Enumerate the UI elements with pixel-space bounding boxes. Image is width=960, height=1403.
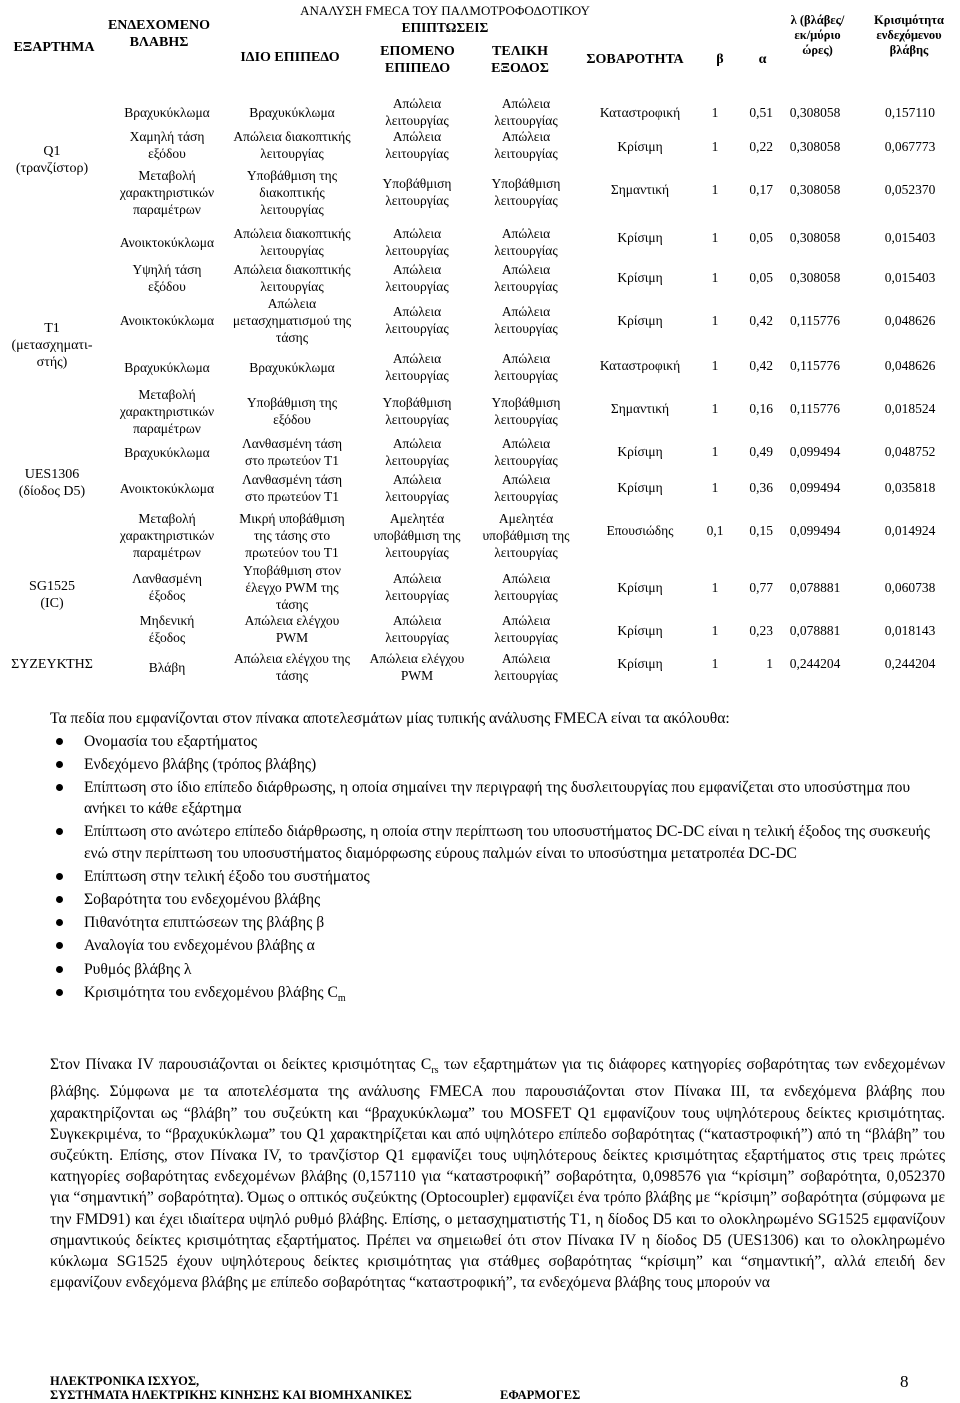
lambda-cell: 0,308058: [789, 270, 841, 285]
lambda-cell: 0,115776: [789, 358, 841, 373]
failure-mode-cell: Βραχυκύκλωμα: [124, 444, 210, 460]
fields-list: [50, 731, 945, 1010]
failure-mode-cell: Βραχυκύκλωμα: [124, 104, 210, 120]
alpha-cell: 0,16: [749, 401, 773, 416]
list-item-text: Ρυθμός βλάβης λ: [84, 960, 192, 978]
list-item: [50, 821, 945, 864]
alpha-cell: 0,77: [749, 580, 773, 595]
next-level-effect-cell: Απώλεια λειτουργίας: [385, 571, 449, 603]
alpha-cell: 1: [766, 656, 773, 671]
final-output-effect-cell: Απώλεια λειτουργίας: [494, 304, 558, 336]
failure-mode-cell: Μεταβολή χαρακτηριστικών παραμέτρων: [119, 510, 215, 560]
footer-line-2: ΣΥΣΤΗΜΑΤΑ ΗΛΕΚΤΡΙΚΗΣ ΚΙΝΗΣΗΣ ΚΑΙ ΒΙΟΜΗΧΑΝΙΚΕΣ: [50, 1388, 412, 1402]
beta-cell: 1: [711, 313, 719, 328]
same-level-effect-cell: Λανθασμένη τάση στο πρωτεύον Τ1: [241, 436, 343, 468]
bullet-icon: [56, 942, 63, 949]
beta-cell: 1: [711, 230, 719, 245]
list-item-text: Επίπτωση στην τελική έξοδο του συστήματος: [84, 868, 370, 886]
component-t1: T1 (μετασχηματι- στής): [11, 320, 93, 370]
criticality-cell: 0,244204: [884, 656, 936, 671]
bullet-icon: [56, 896, 63, 903]
severity-cell: Κρίσιμη: [617, 580, 663, 595]
criticality-cell: 0,035818: [884, 480, 936, 495]
list-item-text: Επίπτωση στο ίδιο επίπεδο διάρθρωσης, η οποία σημαίνει την περιγραφή της δυσλειτουργίας που εμφανίζεται στο υποσύστημα που ανήκει το κάθε εξάρτημα: [84, 778, 911, 818]
component-ues1306: UES1306 (δίοδος D5): [18, 466, 86, 499]
list-item: [50, 866, 945, 888]
list-item: [50, 982, 945, 1010]
same-level-effect-cell: Λανθασμένη τάση στο πρωτεύον Τ1: [241, 472, 343, 504]
same-level-effect-cell: Βραχυκύκλωμα: [249, 104, 335, 120]
severity-cell: Καταστροφική: [599, 105, 681, 120]
beta-cell: 1: [711, 580, 719, 595]
list-item-text: Σοβαρότητα του ενδεχομένου βλάβης: [84, 891, 321, 909]
final-output-effect-cell: Απώλεια λειτουργίας: [494, 96, 558, 128]
beta-cell: 1: [711, 139, 719, 154]
list-item: [50, 754, 945, 776]
lambda-cell: 0,099494: [789, 480, 841, 495]
criticality-cell: 0,048626: [884, 313, 936, 328]
header-lambda: λ (βλάβες/ εκ/μύριο ώρες): [790, 13, 845, 57]
alpha-cell: 0,36: [749, 480, 773, 495]
final-output-effect-cell: Απώλεια λειτουργίας: [494, 651, 558, 683]
fields-intro: Τα πεδία που εμφανίζονται στον πίνακα αποτελεσμάτων μίας τυπικής ανάλυσης FMECA είναι τα ακόλουθα:: [50, 710, 730, 727]
final-output-effect-cell: Απώλεια λειτουργίας: [494, 613, 558, 645]
bullet-icon: [56, 761, 63, 768]
header-next-level: ΕΠΟΜΕΝΟ ΕΠΙΠΕΔΟ: [380, 43, 455, 76]
failure-mode-cell: Μηδενική έξοδος: [139, 613, 195, 645]
next-level-effect-cell: Απώλεια λειτουργίας: [385, 436, 449, 468]
same-level-effect-cell: Υποβάθμιση στον έλεγχο PWM της τάσης: [243, 562, 341, 612]
component-sg1525: SG1525 (IC): [29, 579, 75, 611]
alpha-cell: 0,49: [749, 444, 773, 459]
failure-mode-cell: Βραχυκύκλωμα: [124, 359, 210, 375]
list-item: [50, 959, 945, 981]
same-level-effect-cell: Μικρή υποβάθμιση της τάσης στο πρωτεύον του Τ1: [239, 510, 345, 560]
alpha-cell: 0,05: [749, 230, 773, 245]
final-output-effect-cell: Απώλεια λειτουργίας: [494, 436, 558, 468]
header-analysis-title: ΑΝΑΛΥΣΗ FMECA ΤΟΥ ΠΑΛΜΟΤΡΟΦΟΔΟΤΙΚΟΥ: [300, 3, 590, 18]
component-coupler: ΣΥΖΕΥΚΤΗΣ: [11, 656, 93, 672]
list-item: [50, 731, 945, 753]
same-level-effect-cell: Απώλεια ελέγχου της τάσης: [234, 651, 350, 683]
next-level-effect-cell: Υποβάθμιση λειτουργίας: [382, 176, 452, 208]
criticality-cell: 0,018143: [884, 623, 936, 638]
header-severity: ΣΟΒΑΡΟΤΗΤΑ: [586, 52, 684, 67]
bullet-icon: [56, 873, 63, 880]
list-item-text: Κρισιμότητα του ενδεχομένου βλάβης C: [84, 983, 338, 1001]
alpha-cell: 0,05: [749, 270, 773, 285]
severity-cell: Σημαντική: [610, 182, 670, 197]
next-level-effect-cell: Απώλεια λειτουργίας: [385, 129, 449, 161]
beta-cell: 1: [711, 623, 719, 638]
bullet-icon: [56, 989, 63, 996]
beta-cell: 1: [711, 182, 719, 197]
next-level-effect-cell: Απώλεια λειτουργίας: [385, 472, 449, 504]
beta-cell: 1: [711, 480, 719, 495]
same-level-effect-cell: Απώλεια διακοπτικής λειτουργίας: [233, 129, 351, 161]
page-footer: [0, 1360, 960, 1400]
next-level-effect-cell: Απώλεια λειτουργίας: [385, 351, 449, 383]
severity-cell: Κρίσιμη: [617, 139, 663, 154]
alpha-cell: 0,23: [749, 623, 773, 638]
failure-mode-cell: Μεταβολή χαρακτηριστικών παραμέτρων: [119, 386, 215, 436]
header-component: ΕΞΑΡΤΗΜΑ: [13, 40, 95, 55]
alpha-cell: 0,42: [749, 313, 773, 328]
alpha-cell: 0,17: [749, 182, 773, 197]
next-level-effect-cell: Απώλεια λειτουργίας: [385, 226, 449, 258]
beta-cell: 1: [711, 358, 719, 373]
same-level-effect-cell: Βραχυκύκλωμα: [249, 359, 335, 375]
same-level-effect-cell: Υποβάθμιση της διακοπτικής λειτουργίας: [246, 167, 338, 217]
final-output-effect-cell: Απώλεια λειτουργίας: [494, 571, 558, 603]
final-output-effect-cell: Απώλεια λειτουργίας: [494, 226, 558, 258]
list-item: [50, 777, 945, 820]
final-output-effect-cell: Αμελητέα υποβάθμιση της λειτουργίας: [482, 510, 570, 560]
bullet-icon: [56, 784, 63, 791]
alpha-cell: 0,22: [749, 139, 773, 154]
lambda-cell: 0,115776: [789, 401, 841, 416]
failure-mode-cell: Υψηλή τάση εξόδου: [132, 262, 202, 294]
lambda-cell: 0,308058: [789, 139, 841, 154]
criticality-cell: 0,018524: [884, 401, 936, 416]
final-output-effect-cell: Απώλεια λειτουργίας: [494, 262, 558, 294]
final-output-effect-cell: Απώλεια λειτουργίας: [494, 351, 558, 383]
bullet-icon: [56, 828, 63, 835]
component-q1: Q1 (τρανζίστορ): [15, 144, 89, 176]
alpha-cell: 0,51: [749, 105, 773, 120]
header-final-output: ΤΕΛΙΚΗ ΕΞΟΔΟΣ: [491, 43, 549, 76]
severity-cell: Κρίσιμη: [617, 623, 663, 638]
next-level-effect-cell: Υποβάθμιση λειτουργίας: [382, 395, 452, 427]
bullet-icon: [56, 738, 63, 745]
severity-cell: Κρίσιμη: [617, 230, 663, 245]
lambda-cell: 0,078881: [789, 580, 841, 595]
final-output-effect-cell: Υποβάθμιση λειτουργίας: [491, 176, 561, 208]
same-level-effect-cell: Υποβάθμιση της εξόδου: [246, 395, 338, 427]
final-output-effect-cell: Απώλεια λειτουργίας: [494, 472, 558, 504]
final-output-effect-cell: Υποβάθμιση λειτουργίας: [491, 395, 561, 427]
next-level-effect-cell: Απώλεια λειτουργίας: [385, 613, 449, 645]
failure-mode-cell: Λανθασμένη έξοδος: [132, 571, 202, 603]
fmeca-table: [0, 0, 960, 700]
header-failure-mode: ΕΝΔΕΧΟΜΕΝΟ ΒΛΑΒΗΣ: [107, 17, 211, 50]
list-item-text: Ονομασία του εξαρτήματος: [84, 732, 258, 750]
beta-cell: 1: [711, 444, 719, 459]
beta-cell: 1: [711, 105, 719, 120]
failure-mode-cell: Ανοικτοκύκλωμα: [119, 234, 215, 250]
failure-mode-cell: Μεταβολή χαρακτηριστικών παραμέτρων: [119, 167, 215, 217]
failure-mode-cell: Χαμηλή τάση εξόδου: [129, 129, 205, 161]
next-level-effect-cell: Απώλεια λειτουργίας: [385, 262, 449, 294]
lambda-cell: 0,078881: [789, 623, 841, 638]
beta-cell: 0,1: [706, 523, 724, 538]
next-level-effect-cell: Απώλεια λειτουργίας: [385, 304, 449, 336]
final-output-effect-cell: Απώλεια λειτουργίας: [494, 129, 558, 161]
criticality-cell: 0,014924: [884, 523, 936, 538]
footer-left: [50, 1374, 412, 1402]
header-same-level: ΙΔΙΟ ΕΠΙΠΕΔΟ: [240, 50, 340, 65]
beta-cell: 1: [711, 656, 719, 671]
bullet-icon: [56, 919, 63, 926]
lambda-cell: 0,099494: [789, 444, 841, 459]
bullet-icon: [56, 966, 63, 973]
fields-description: [50, 708, 945, 1011]
lambda-cell: 0,308058: [789, 230, 841, 245]
severity-cell: Κρίσιμη: [617, 444, 663, 459]
header-alpha: α: [758, 52, 767, 67]
same-level-effect-cell: Απώλεια ελέγχου PWM: [244, 613, 340, 645]
failure-mode-cell: Βλάβη: [148, 659, 186, 675]
next-level-effect-cell: Αμελητέα υποβάθμιση της λειτουργίας: [373, 510, 461, 560]
page-number: 8: [900, 1372, 909, 1391]
lambda-cell: 0,244204: [789, 656, 841, 671]
list-item-text: Ενδεχόμενο βλάβης (τρόπος βλάβης): [84, 755, 317, 773]
next-level-effect-cell: Απώλεια ελέγχου PWM: [369, 651, 465, 683]
lambda-cell: 0,308058: [789, 105, 841, 120]
criticality-cell: 0,067773: [884, 139, 936, 154]
same-level-effect-cell: Απώλεια μετασχηματισμού της τάσης: [232, 295, 352, 345]
failure-mode-cell: Ανοικτοκύκλωμα: [119, 480, 215, 496]
list-item-text: Αναλογία του ενδεχομένου βλάβης α: [84, 937, 315, 955]
list-item-text: Πιθανότητα επιπτώσεων της βλάβης β: [84, 914, 325, 932]
same-level-effect-cell: Απώλεια διακοπτικής λειτουργίας: [233, 226, 351, 258]
header-criticality: Κρισιμότητα ενδεχόμενου βλάβης: [874, 13, 944, 57]
criticality-cell: 0,048626: [884, 358, 936, 373]
severity-cell: Κρίσιμη: [617, 313, 663, 328]
criticality-cell: 0,048752: [884, 444, 936, 459]
criticality-cell: 0,052370: [884, 182, 936, 197]
severity-cell: Κρίσιμη: [617, 656, 663, 671]
severity-cell: Καταστροφική: [599, 358, 681, 373]
lambda-cell: 0,115776: [789, 313, 841, 328]
failure-mode-cell: Ανοικτοκύκλωμα: [119, 312, 215, 328]
paragraph-text-1: Στον Πίνακα IV παρουσιάζονται οι δείκτες κρισιμότητας C: [50, 1056, 432, 1073]
list-item: [50, 912, 945, 934]
criticality-cell: 0,060738: [884, 580, 936, 595]
subscript-m: m: [337, 992, 346, 1004]
list-item: [50, 889, 945, 911]
lambda-cell: 0,099494: [789, 523, 841, 538]
list-item-text: Επίπτωση στο ανώτερο επίπεδο διάρθρωσης, η οποία στην περίπτωση του υποσυστήματος DC-DC είναι η τελική έξοδος της συσκευής ενώ στην περίπτωση του υποσυστήματος διαμόρφωσης εύρους παλμών είναι το υποσύστημα μετατροπέα DC-DC: [84, 823, 930, 863]
paragraph-text-2: των εξαρτημάτων για τις διάφορες κατηγορίες σοβαρότητας των ενδεχομένων βλάβης. Σύμφωνα με τα αποτελέσματα της ανάλυσης FMECA που παρουσιάζονται στον Πίνακα ΙΙΙ, τα ενδεχόμενα βλάβης που χαρακτηρίζονται ως “βλάβη” του συζεύκτη και “βραχυκύκλωμα” του MOSFET Q1 εμφανίζουν τους υψηλότερους δείκτες κρισιμότητας. Συγκεκριμένα, το “βραχυκύκλωμα” του Q1 χαρακτηρίζεται και από υψηλότερο επίπεδο σοβαρότητας (“καταστροφική”) από τη “βλάβη” του συζεύκτη. Επίσης, στον Πίνακα IV, το τρανζίστορ Q1 εμφανίζει τους υψηλότερους δείκτες κρισιμότητας εξαρτήματος στις τρεις πρώτες κατηγορίες σοβαρότητας ενδεχομένων βλάβης (0,157110 για “καταστροφική” σοβαρότητα, 0,098576 για “κρίσιμη” σοβαρότητα, 0,052370 για “σημαντική” σοβαρότητα). Όμως ο οπτικός συζεύκτης (Optocoupler) εμφανίζει ένα τρόπο βλάβης με “κρίσιμη” σοβαρότητα (σύμφωνα με την FMD91) και έχει ιδιαίτερα υψηλό ρυθμό βλάβης. Επίσης, ο μετασχηματιστής Τ1, η δίοδος D5 και το ολοκληρωμένο SG1525 εμφανίζουν σημαντικούς δείκτες κρισιμότητας εξαρτήματος. Πρέπει να σημειωθεί ότι στον Πίνακα IV η δίοδος D5 (UES1306) και το ολοκληρωμένο κύκλωμα SG1525 έχουν υψηλότερους δείκτες κρισιμότητας για στάθμες σοβαρότητας “κρίσιμη” και “σημαντική”, αλλά επειδή δεν εμφανίζουν ενδεχόμενα βλάβης με επίπεδο σοβαρότητας “καταστροφική”, τα ενδεχόμενα βλάβης τους μπορούν να: [50, 1056, 945, 1292]
beta-cell: 1: [711, 270, 719, 285]
severity-cell: Κρίσιμη: [617, 270, 663, 285]
same-level-effect-cell: Απώλεια διακοπτικής λειτουργίας: [233, 262, 351, 294]
subscript-rs: rs: [431, 1065, 439, 1077]
alpha-cell: 0,15: [749, 523, 773, 538]
alpha-cell: 0,42: [749, 358, 773, 373]
criticality-cell: 0,015403: [884, 270, 936, 285]
severity-cell: Επουσιώδης: [606, 523, 674, 538]
severity-cell: Σημαντική: [610, 401, 670, 416]
header-beta: β: [716, 52, 724, 67]
next-level-effect-cell: Απώλεια λειτουργίας: [385, 96, 449, 128]
beta-cell: 1: [711, 401, 719, 416]
list-item: [50, 935, 945, 957]
severity-cell: Κρίσιμη: [617, 480, 663, 495]
header-effects: ΕΠΙΠΤΩΣΕΙΣ: [401, 20, 489, 35]
body-paragraph: [50, 1054, 945, 1293]
footer-middle: ΕΦΑΡΜΟΓΕΣ: [500, 1388, 581, 1402]
footer-line-1: ΗΛΕΚΤΡΟΝΙΚΑ ΙΣΧΥΟΣ,: [50, 1374, 200, 1388]
criticality-cell: 0,157110: [884, 105, 936, 120]
criticality-cell: 0,015403: [884, 230, 936, 245]
lambda-cell: 0,308058: [789, 182, 841, 197]
